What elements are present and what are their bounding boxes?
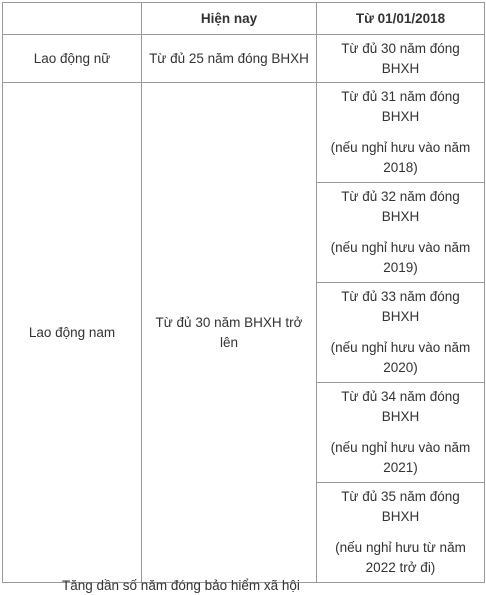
male-period-cell	[317, 483, 485, 583]
female-from-2018: Từ đủ 30 năm đóng BHXH	[317, 35, 485, 83]
period-requirement: Từ đủ 32 năm đóng BHXH	[341, 189, 460, 224]
table-header-row	[3, 3, 485, 35]
period-note: (nếu nghỉ hưu vào năm 2021)	[330, 440, 471, 475]
cut-off-paragraph	[0, 578, 486, 595]
male-period-cell	[317, 83, 485, 183]
female-current: Từ đủ 25 năm đóng BHXH	[142, 35, 317, 83]
cut-off-text: Tăng dần số năm đóng bảo hiểm xã hội	[62, 578, 300, 593]
period-requirement: Từ đủ 31 năm đóng BHXH	[341, 89, 460, 124]
period-note: (nếu nghỉ hưu vào năm 2020)	[330, 340, 471, 375]
male-period-cell	[317, 183, 485, 283]
bhxh-requirements-table	[2, 2, 485, 583]
header-category	[3, 3, 142, 35]
period-requirement: Từ đủ 34 năm đóng BHXH	[341, 389, 460, 424]
male-current: Từ đủ 30 năm BHXH trở lên	[142, 83, 317, 583]
period-requirement: Từ đủ 35 năm đóng BHXH	[341, 489, 460, 524]
male-period-cell	[317, 383, 485, 483]
female-label: Lao động nữ	[3, 35, 142, 83]
male-label: Lao động nam	[3, 83, 142, 583]
period-note: (nếu nghỉ hưu từ năm 2022 trở đi)	[335, 540, 466, 575]
period-note: (nếu nghỉ hưu vào năm 2019)	[330, 240, 471, 275]
header-current: Hiện nay	[142, 3, 317, 35]
period-requirement: Từ đủ 33 năm đóng BHXH	[341, 289, 460, 324]
header-from-2018: Từ 01/01/2018	[317, 3, 485, 35]
table-row-male-2018	[3, 83, 485, 183]
period-note: (nếu nghỉ hưu vào năm 2018)	[330, 140, 471, 175]
table-row-female	[3, 35, 485, 83]
male-period-cell	[317, 283, 485, 383]
